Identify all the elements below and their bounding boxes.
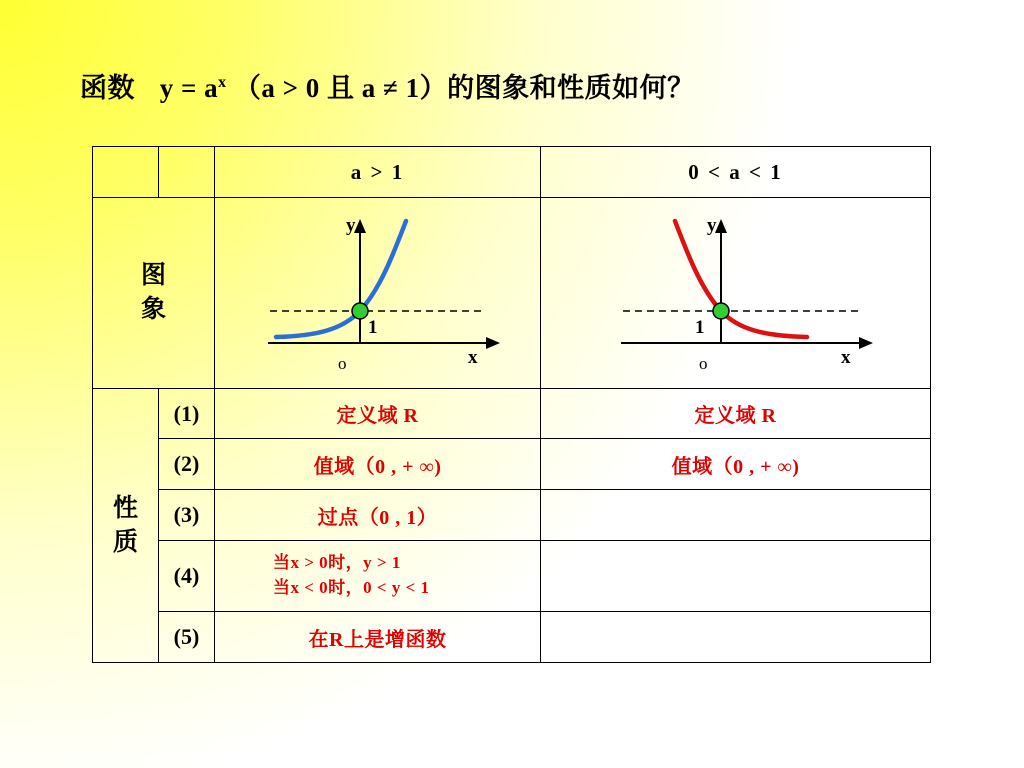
property-number-3: (3): [159, 490, 215, 541]
property-increasing-5: 在R上是增函数: [215, 612, 541, 663]
table-graph-row: [93, 198, 931, 389]
x-axis-label: x: [840, 347, 850, 368]
property-decreasing-1: 定义域 R: [541, 389, 931, 439]
property-increasing-4: [215, 541, 541, 612]
row-label-graph-char2: 象: [140, 296, 166, 323]
header-blank-2: [159, 147, 215, 198]
property-number-5: (5): [159, 612, 215, 663]
graph-increasing: [228, 203, 528, 383]
property-decreasing-4: [541, 541, 931, 612]
x-axis-arrow: [486, 337, 500, 349]
point-marker-0-1: [713, 303, 729, 319]
y-axis-label: y: [345, 215, 355, 236]
page-title: [80, 66, 695, 105]
property-increasing-1: 定义域 R: [215, 389, 541, 439]
title-function: y = a: [159, 73, 219, 103]
header-case-decreasing: 0 < a < 1: [541, 147, 931, 198]
y-intercept-label-1: 1: [367, 317, 377, 338]
table-row: [93, 490, 931, 541]
y-axis-label: y: [706, 215, 716, 236]
properties-table: [92, 146, 931, 663]
header-blank-1: [93, 147, 159, 198]
property-increasing-2: 值域（0 , + ∞): [215, 439, 541, 490]
origin-label: o: [698, 354, 707, 373]
property-increasing-4-line1: 当x > 0时，y > 1: [273, 553, 401, 573]
property-increasing-4-line2: 当x < 0时，0 < y < 1: [273, 578, 430, 597]
graph-decreasing: [571, 203, 901, 383]
table-row: [93, 612, 931, 663]
row-label-property-char1: 性: [112, 494, 138, 522]
header-case-increasing: a > 1: [215, 147, 541, 198]
origin-label: o: [337, 354, 346, 373]
row-label-graph: [93, 198, 215, 389]
property-number-2: (2): [159, 439, 215, 490]
curve-increasing: [276, 221, 406, 337]
title-exponent: x: [218, 74, 227, 91]
y-axis-arrow: [715, 219, 727, 233]
title-condition: （a > 0 且 a ≠ 1）: [233, 73, 448, 103]
property-decreasing-2: 值域（0 , + ∞): [541, 439, 931, 490]
row-label-graph-char1: 图: [140, 262, 166, 290]
property-decreasing-3: [541, 490, 931, 541]
graph-cell-increasing: [215, 198, 541, 389]
title-part1: 函数: [80, 73, 135, 103]
title-part2: 的图象和性质如何？: [447, 73, 695, 103]
row-label-property-char2: 质: [112, 528, 138, 556]
table-row: [93, 439, 931, 490]
y-intercept-label-1: 1: [694, 317, 704, 338]
y-axis-arrow: [354, 219, 366, 233]
property-decreasing-5: [541, 612, 931, 663]
table-row: [93, 541, 931, 612]
property-number-1: (1): [159, 389, 215, 439]
table-row: [93, 389, 931, 439]
graph-cell-decreasing: [541, 198, 931, 389]
table-header-row: [93, 147, 931, 198]
row-label-property: [93, 389, 159, 663]
point-marker-0-1: [352, 303, 368, 319]
x-axis-label: x: [467, 347, 477, 368]
property-increasing-3: 过点（0 , 1）: [215, 490, 541, 541]
x-axis-arrow: [859, 337, 873, 349]
property-number-4: (4): [159, 541, 215, 612]
